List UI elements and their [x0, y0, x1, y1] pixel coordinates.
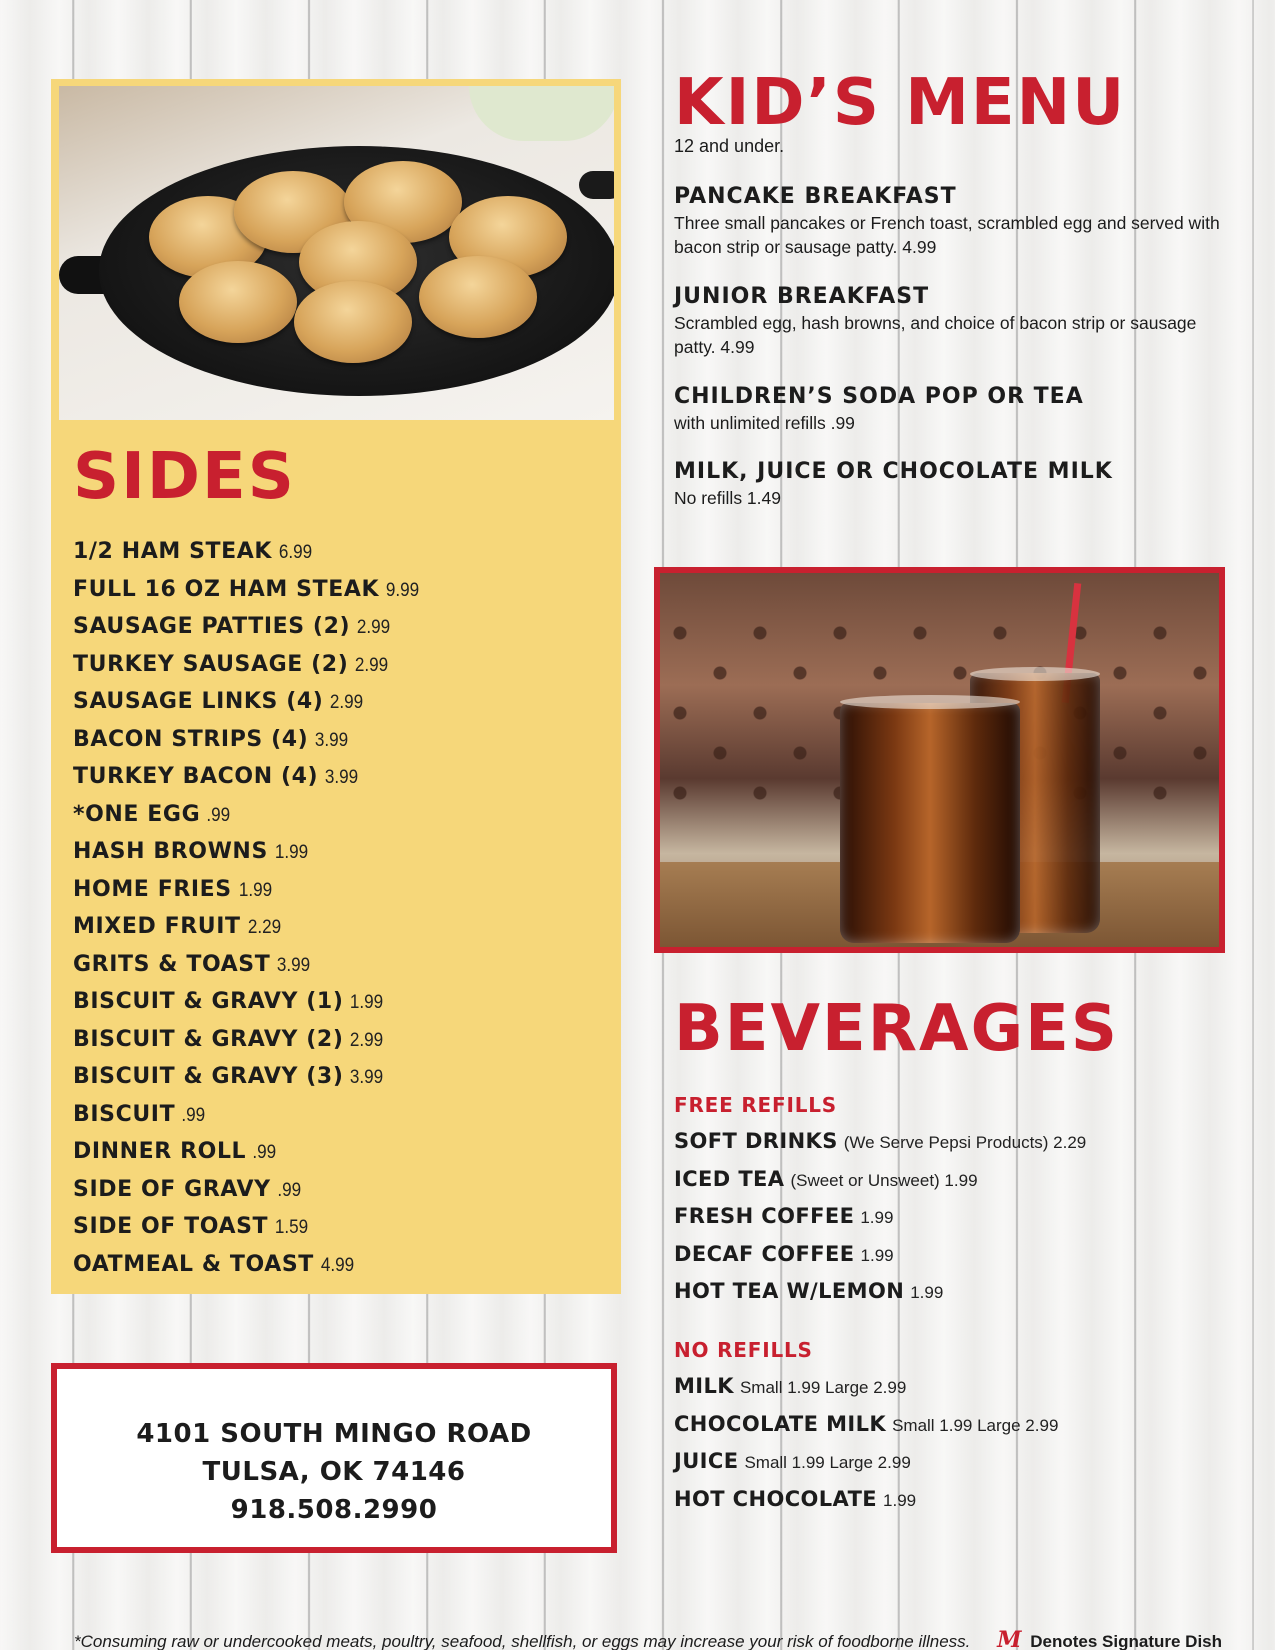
- beverage-item: [674, 1161, 1254, 1199]
- glass-shape: [840, 703, 1020, 943]
- address-box: [51, 1363, 617, 1553]
- side-item-name: MIXED FRUIT: [73, 914, 241, 939]
- beverage-item: [674, 1481, 1254, 1519]
- biscuit-skillet-photo: [59, 86, 614, 420]
- side-item-price: 2.29: [247, 917, 281, 938]
- side-item-price: 1.59: [275, 1217, 309, 1238]
- kids-item-desc: with unlimited refills .99: [674, 413, 855, 433]
- beverage-item-detail: (Sweet or Unsweet) 1.99: [790, 1170, 978, 1190]
- side-item-price: 1.99: [350, 992, 384, 1013]
- beverage-item-detail: Small 1.99 Large 2.99: [739, 1378, 907, 1397]
- side-item-price: .99: [181, 1104, 206, 1126]
- side-item: [73, 1171, 603, 1209]
- beverage-item-detail: Small 1.99 Large 2.99: [744, 1453, 911, 1472]
- beverage-item-name: FRESH COFFEE: [674, 1204, 855, 1228]
- signature-dish-icon: M: [997, 1627, 1022, 1650]
- free-refills-list: [674, 1123, 1254, 1311]
- side-item: [73, 871, 603, 909]
- beverage-item: [674, 1236, 1254, 1274]
- beverage-item-name: HOT CHOCOLATE: [674, 1486, 878, 1511]
- glass-rim-shape: [840, 695, 1020, 709]
- beverage-item-name: SOFT DRINKS: [674, 1129, 838, 1153]
- side-item-price: 3.99: [350, 1067, 384, 1088]
- beverage-item: [674, 1443, 1254, 1481]
- side-item-price: 1.99: [274, 842, 309, 863]
- address-street: 4101 SOUTH MINGO ROAD: [136, 1419, 532, 1449]
- side-item: [73, 946, 603, 984]
- kids-item-name: MILK, JUICE OR CHOCOLATE MILK: [674, 459, 1113, 484]
- glass-rim-shape: [970, 667, 1100, 681]
- side-item: [73, 1096, 603, 1134]
- kids-menu-item: [674, 383, 1234, 435]
- beverage-item: [674, 1198, 1254, 1236]
- side-item-price: .99: [206, 804, 231, 826]
- beverage-item-name: ICED TEA: [674, 1166, 785, 1191]
- biscuit-shape: [179, 261, 297, 343]
- kids-item-desc: Scrambled egg, hash browns, and choice of bacon strip or sausage patty. 4.99: [674, 313, 1197, 357]
- side-item: [73, 1133, 603, 1171]
- kids-menu-item: [674, 458, 1234, 510]
- no-refills-label: NO REFILLS: [674, 1338, 813, 1362]
- side-item-price: 3.99: [325, 767, 359, 788]
- side-item-name: 1/2 HAM STEAK: [73, 539, 273, 564]
- side-item-name: SIDE OF TOAST: [73, 1214, 269, 1239]
- side-item: [73, 571, 603, 609]
- side-item: [73, 758, 603, 796]
- beverage-item-detail: Small 1.99 Large 2.99: [892, 1415, 1059, 1435]
- side-item-name: DINNER ROLL: [73, 1139, 247, 1164]
- side-item-name: GRITS & TOAST: [73, 951, 271, 977]
- side-item-price: 3.99: [315, 729, 349, 751]
- beverage-item-name: CHOCOLATE MILK: [674, 1411, 887, 1436]
- side-item-price: 4.99: [320, 1254, 355, 1276]
- kids-menu-title: KID’S MENU: [674, 66, 1127, 140]
- side-item-name: TURKEY BACON (4): [73, 764, 319, 789]
- side-item-name: HASH BROWNS: [73, 839, 268, 864]
- sides-list: [73, 533, 603, 1283]
- free-refills-label: FREE REFILLS: [674, 1093, 838, 1117]
- side-item-name: BISCUIT & GRAVY (2): [73, 1026, 344, 1052]
- beverage-item-name: HOT TEA W/LEMON: [674, 1279, 905, 1303]
- footer: [74, 1627, 1254, 1650]
- beverage-item-name: DECAF COFFEE: [674, 1241, 855, 1266]
- side-item-name: SAUSAGE PATTIES (2): [73, 614, 351, 639]
- side-item: [73, 1246, 603, 1284]
- side-item-name: SAUSAGE LINKS (4): [73, 689, 324, 714]
- side-item-name: BISCUIT: [73, 1101, 176, 1127]
- sides-title: SIDES: [73, 440, 296, 514]
- beverage-item-detail: 1.99: [883, 1490, 917, 1510]
- kids-menu-note: 12 and under.: [674, 136, 785, 156]
- side-item-price: 2.99: [357, 617, 391, 638]
- side-item-price: 2.99: [350, 1029, 384, 1051]
- kids-item-name: JUNIOR BREAKFAST: [674, 284, 930, 309]
- side-item: [73, 646, 603, 684]
- beverage-item: [674, 1123, 1254, 1161]
- beverage-item-detail: (We Serve Pepsi Products) 2.29: [843, 1133, 1087, 1152]
- bowl-shape: [469, 86, 614, 141]
- no-refills-list: [674, 1368, 1254, 1518]
- side-item-name: FULL 16 OZ HAM STEAK: [73, 576, 380, 602]
- side-item-price: 2.99: [330, 692, 364, 713]
- side-item-name: TURKEY SAUSAGE (2): [73, 651, 349, 677]
- beverages-title: BEVERAGES: [674, 992, 1119, 1066]
- beverage-item-detail: 1.99: [860, 1208, 894, 1227]
- side-item: [73, 833, 603, 871]
- beverage-item-detail: 1.99: [860, 1245, 894, 1265]
- side-item-name: BISCUIT & GRAVY (1): [73, 989, 344, 1014]
- side-item-price: 3.99: [277, 954, 311, 976]
- kids-menu-item: [674, 183, 1234, 259]
- beverage-item-name: MILK: [674, 1374, 734, 1398]
- side-item: [73, 533, 603, 571]
- foodborne-disclaimer: *Consuming raw or undercooked meats, poultry, seafood, shellfish, or eggs may increase your risk of foodborne illness.: [74, 1632, 971, 1650]
- side-item-name: *ONE EGG: [73, 801, 201, 827]
- side-item-price: .99: [252, 1142, 277, 1163]
- side-item: [73, 1058, 603, 1096]
- beverage-item-detail: 1.99: [910, 1283, 944, 1302]
- side-item: [73, 983, 603, 1021]
- side-item-price: 6.99: [278, 542, 313, 563]
- side-item: [73, 721, 603, 759]
- side-item-price: 2.99: [355, 654, 389, 676]
- signature-dish-label: Denotes Signature Dish: [1030, 1632, 1223, 1650]
- side-item: [73, 796, 603, 834]
- kids-item-name: PANCAKE BREAKFAST: [674, 184, 957, 209]
- side-item-name: SIDE OF GRAVY: [73, 1176, 271, 1202]
- side-item: [73, 1208, 603, 1246]
- side-item-name: BACON STRIPS (4): [73, 726, 309, 752]
- side-item-name: OATMEAL & TOAST: [73, 1251, 314, 1277]
- kids-item-desc: Three small pancakes or French toast, scrambled egg and served with bacon strip or sausage patty. 4.99: [674, 213, 1220, 257]
- address-city: TULSA, OK 74146: [202, 1457, 466, 1487]
- soda-glasses-photo: [654, 567, 1225, 953]
- side-item: [73, 1021, 603, 1059]
- beverage-item: [674, 1406, 1254, 1444]
- side-item-price: .99: [276, 1179, 301, 1201]
- beverage-item: [674, 1273, 1254, 1311]
- side-item-price: 1.99: [238, 879, 272, 901]
- side-item: [73, 683, 603, 721]
- pan-grip-shape: [579, 171, 614, 199]
- kids-item-desc: No refills 1.49: [674, 488, 781, 508]
- beverage-item-name: JUICE: [674, 1449, 739, 1473]
- kids-item-name: CHILDREN’S SODA POP OR TEA: [674, 384, 1084, 409]
- side-item: [73, 608, 603, 646]
- side-item-price: 9.99: [385, 579, 420, 601]
- kids-menu-item: [674, 283, 1234, 359]
- side-item: [73, 908, 603, 946]
- side-item-name: BISCUIT & GRAVY (3): [73, 1064, 344, 1089]
- address-phone: 918.508.2990: [230, 1495, 438, 1525]
- biscuit-shape: [294, 281, 412, 363]
- beverage-item: [674, 1368, 1254, 1406]
- side-item-name: HOME FRIES: [73, 876, 232, 902]
- biscuit-shape: [419, 256, 537, 338]
